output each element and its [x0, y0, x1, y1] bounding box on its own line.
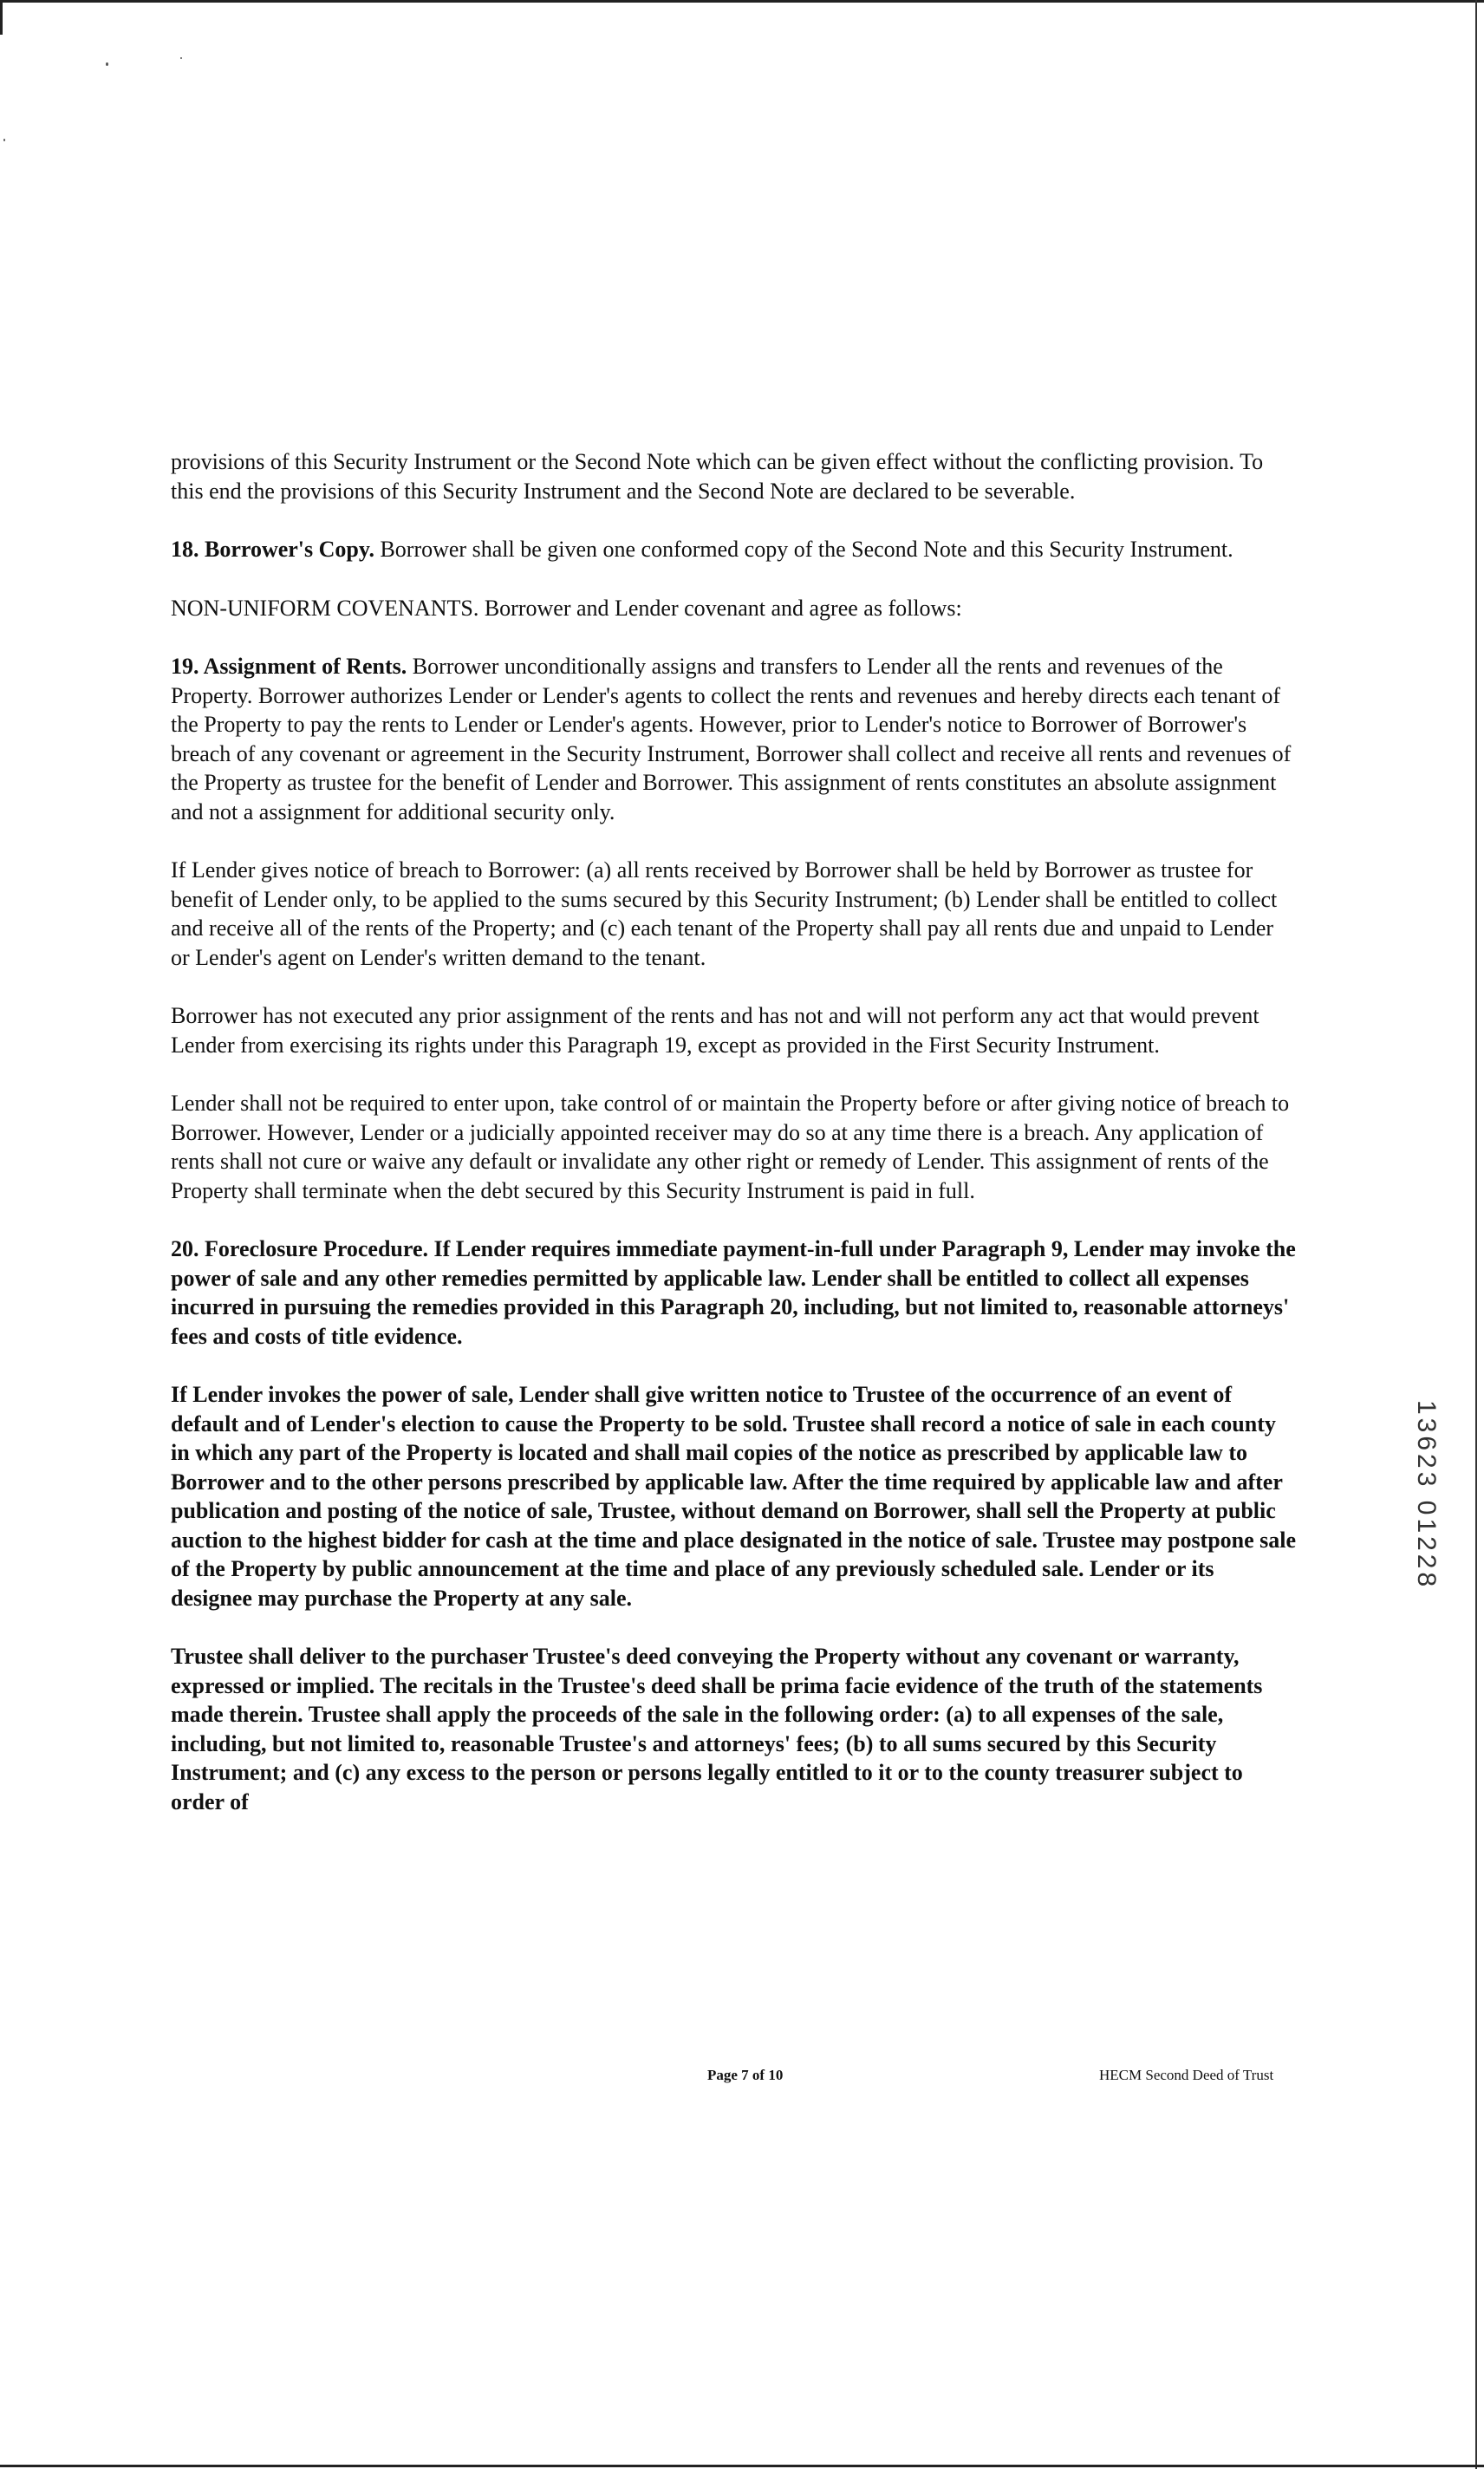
- section-18-heading: 18. Borrower's Copy.: [171, 537, 374, 562]
- section-19-text: Borrower unconditionally assigns and transfers to Lender all the rents and revenues of the Property. Borrower authorizes Lender or Lender's agents to collect the rents and revenues and hereby directs each tenant of the Property to pay the rents to Lender or Lender's agents. However, prior to Lender's notice to Borrower of Borrower's breach of any covenant or agreement in the Security Instrument, Borrower shall collect and receive all rents and revenues of the Property as trustee for the benefit of Lender and Borrower. This assignment of rents constitutes an absolute assignment and not a assignment for additional security only.: [171, 654, 1292, 824]
- section-19-paragraph: [171, 652, 1298, 826]
- document-body: [171, 447, 1298, 1846]
- scan-right-edge: [1475, 0, 1477, 2469]
- page-number: Page 7 of 10: [707, 2067, 784, 2083]
- scan-speck: [180, 57, 182, 59]
- section-20-paragraph-1: 20. Foreclosure Procedure. If Lender requires immediate payment-in-full under Paragraph 9, Lender may invoke the power of sale and any other remedies permitted by applicable law. Lender shall be entitled to collect all expenses incurred in pursuing the remedies provided in this Paragraph 20, including, but not limited to, reasonable attorneys' fees and costs of title evidence.: [171, 1236, 1296, 1349]
- non-uniform-covenants: NON-UNIFORM COVENANTS. Borrower and Lender covenant and agree as follows:: [171, 595, 962, 621]
- recording-stamp: 13623 01228: [1412, 1400, 1441, 1591]
- section-20-paragraph-2: If Lender invokes the power of sale, Lender shall give written notice to Trustee of the occurrence of an event of default and of Lender's election to cause the Property to be sold. Trustee shall record a notice of sale in each county in which any part of the Property is located and shall mail copies of the notice as prescribed by applicable law to Borrower and to the other persons prescribed by applicable law. After the time required by applicable law and after publication and posting of the notice of sale, Trustee, without demand on Borrower, shall sell the Property at public auction to the highest bidder for cash at the time and place designated in the notice of sale. Trustee may postpone sale of the Property by public announcement at the time and place of any previously scheduled sale. Lender or its designee may purchase the Property at any sale.: [171, 1382, 1297, 1611]
- document-title: HECM Second Deed of Trust: [1099, 2067, 1274, 2083]
- scan-left-mark: [0, 0, 3, 35]
- scan-top-border: [0, 0, 1484, 3]
- section-20-paragraph-3: Trustee shall deliver to the purchaser Trustee's deed conveying the Property without any covenant or warranty, expressed or implied. The recitals in the Trustee's deed shall be prima facie evidence of the truth of the statements made therein. Trustee shall apply the proceeds of the sale in the following order: (a) to all expenses of the sale, including, but not limited to, reasonable Trustee's and attorneys' fees; (b) to all sums secured by this Security Instrument; and (c) any excess to the person or persons legally entitled to it or to the county treasurer subject to order of: [171, 1644, 1263, 1814]
- intro-paragraph: provisions of this Security Instrument or the Second Note which can be given effect without the conflicting provision. To this end the provisions of this Security Instrument and the Second Note are declared to be severable.: [171, 449, 1264, 504]
- section-19-paragraph-3: Borrower has not executed any prior assignment of the rents and has not and will not perform any act that would prevent Lender from exercising its rights under this Paragraph 19, except as provided in the First Security Instrument.: [171, 1003, 1259, 1058]
- section-19-paragraph-2: If Lender gives notice of breach to Borrower: (a) all rents received by Borrower shall be held by Borrower as trustee for benefit of Lender only, to be applied to the sums secured by this Security Instrument; (b) Lender shall be entitled to collect and receive all of the rents of the Property; and (c) each tenant of the Property shall pay all rents due and unpaid to Lender or Lender's agent on Lender's written demand to the tenant.: [171, 857, 1278, 970]
- section-19-heading: 19. Assignment of Rents.: [171, 654, 407, 679]
- scan-speck: [3, 139, 5, 141]
- section-19-paragraph-4: Lender shall not be required to enter upon, take control of or maintain the Property before or after giving notice of breach to Borrower. However, Lender or a judicially appointed receiver may do so at any time there is a breach. Any application of rents shall not cure or waive any default or invalidate any other right or remedy of Lender. This assignment of rents of the Property shall terminate when the debt secured by this Security Instrument is paid in full.: [171, 1091, 1290, 1203]
- section-18-text: Borrower shall be given one conformed copy of the Second Note and this Security Instrument.: [380, 537, 1233, 562]
- scan-bottom-border: [0, 2465, 1484, 2467]
- section-18-paragraph: [171, 535, 1298, 564]
- scan-speck: [106, 62, 108, 66]
